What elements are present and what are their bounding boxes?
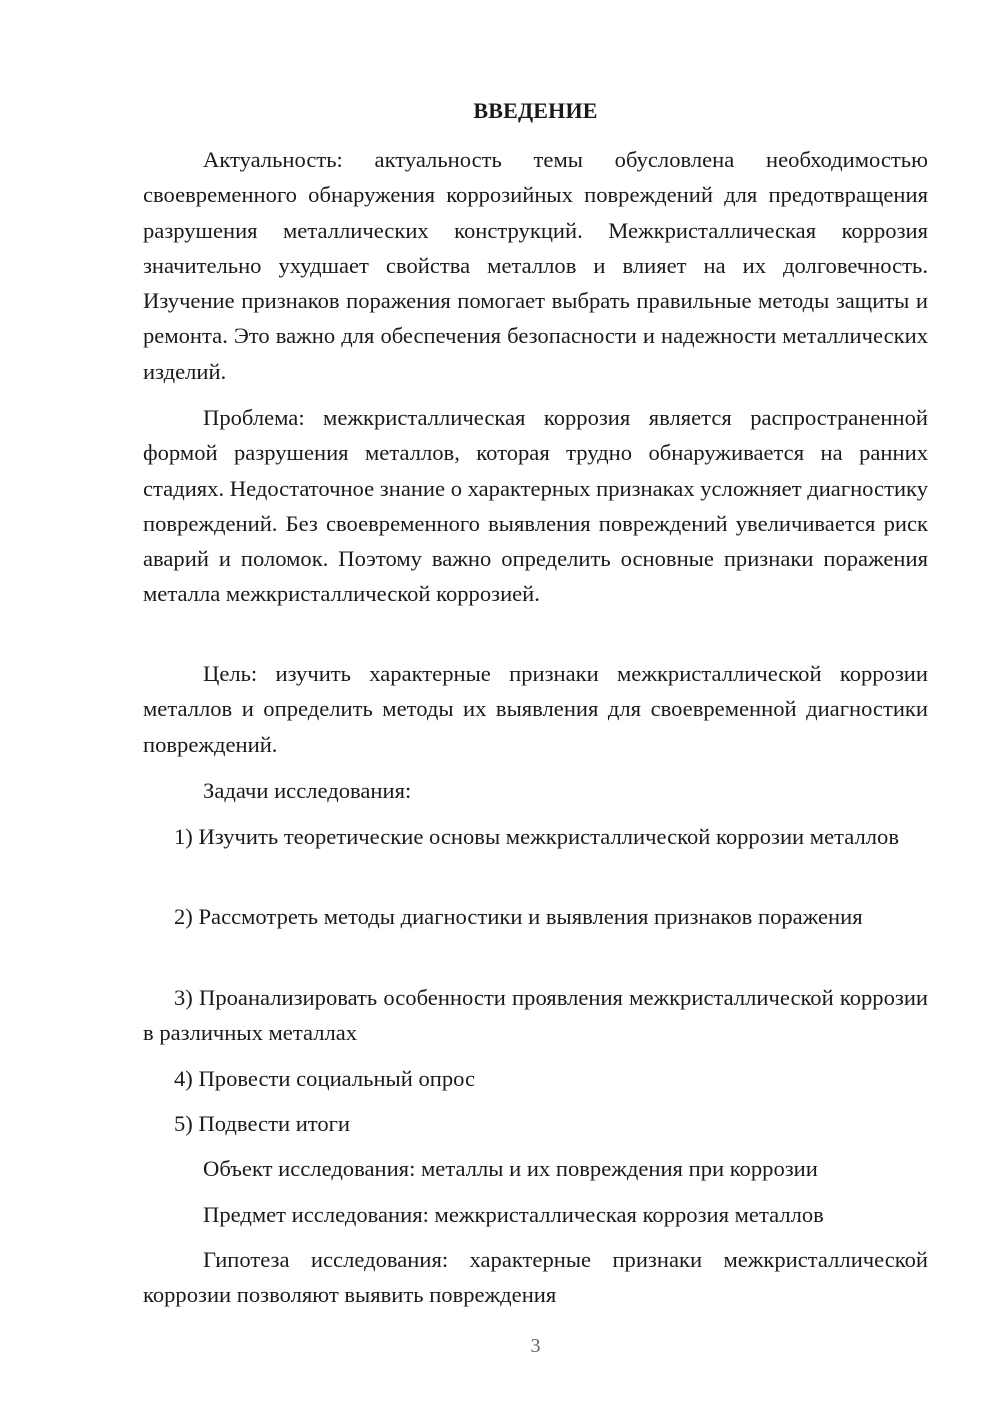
task-item-4: 4) Провести социальный опрос <box>174 1066 476 1091</box>
page-number: 3 <box>530 1335 541 1357</box>
paragraph-problem: Проблема: межкристаллическая коррозия является распространенной формой разрушения металлов, которая трудно обнаруживается на ранних стадиях. Недостаточное знание о характерных признаках усложняет диагностику повреждений. Без своевременного выявления повреждений увеличивается риск аварий и поломок. Поэтому важно определить основные признаки поражения металла межкристаллической коррозией. <box>143 405 928 607</box>
document-page <box>143 0 928 1414</box>
task-item-2: 2) Рассмотреть методы диагностики и выявления признаков поражения <box>174 904 863 929</box>
task-item-5: 5) Подвести итоги <box>174 1111 351 1136</box>
section-heading: ВВЕДЕНИЕ <box>473 98 598 123</box>
paragraph-goal: Цель: изучить характерные признаки межкристаллической коррозии металлов и определить методы их выявления для своевременной диагностики повреждений. <box>143 661 928 757</box>
task-item-1: 1) Изучить теоретические основы межкристаллической коррозии металлов <box>174 824 899 849</box>
paragraph-hypothesis: Гипотеза исследования: характерные признаки межкристаллической коррозии позволяют выявить повреждения <box>143 1247 928 1308</box>
tasks-heading: Задачи исследования: <box>203 778 412 803</box>
paragraph-subject: Предмет исследования: межкристаллическая коррозия металлов <box>203 1202 824 1227</box>
task-item-3: 3) Проанализировать особенности проявления межкристаллической коррозии в различных металлах <box>143 985 928 1046</box>
paragraph-relevance: Актуальность: актуальность темы обусловлена необходимостью своевременного обнаружения коррозийных повреждений для предотвращения разрушения металлических конструкций. Межкристаллическая коррозия значительно ухудшает свойства металлов и влияет на их долговечность. Изучение признаков поражения помогает выбрать правильные методы защиты и ремонта. Это важно для обеспечения безопасности и надежности металлических изделий. <box>143 147 928 384</box>
paragraph-object: Объект исследования: металлы и их повреждения при коррозии <box>203 1156 818 1181</box>
